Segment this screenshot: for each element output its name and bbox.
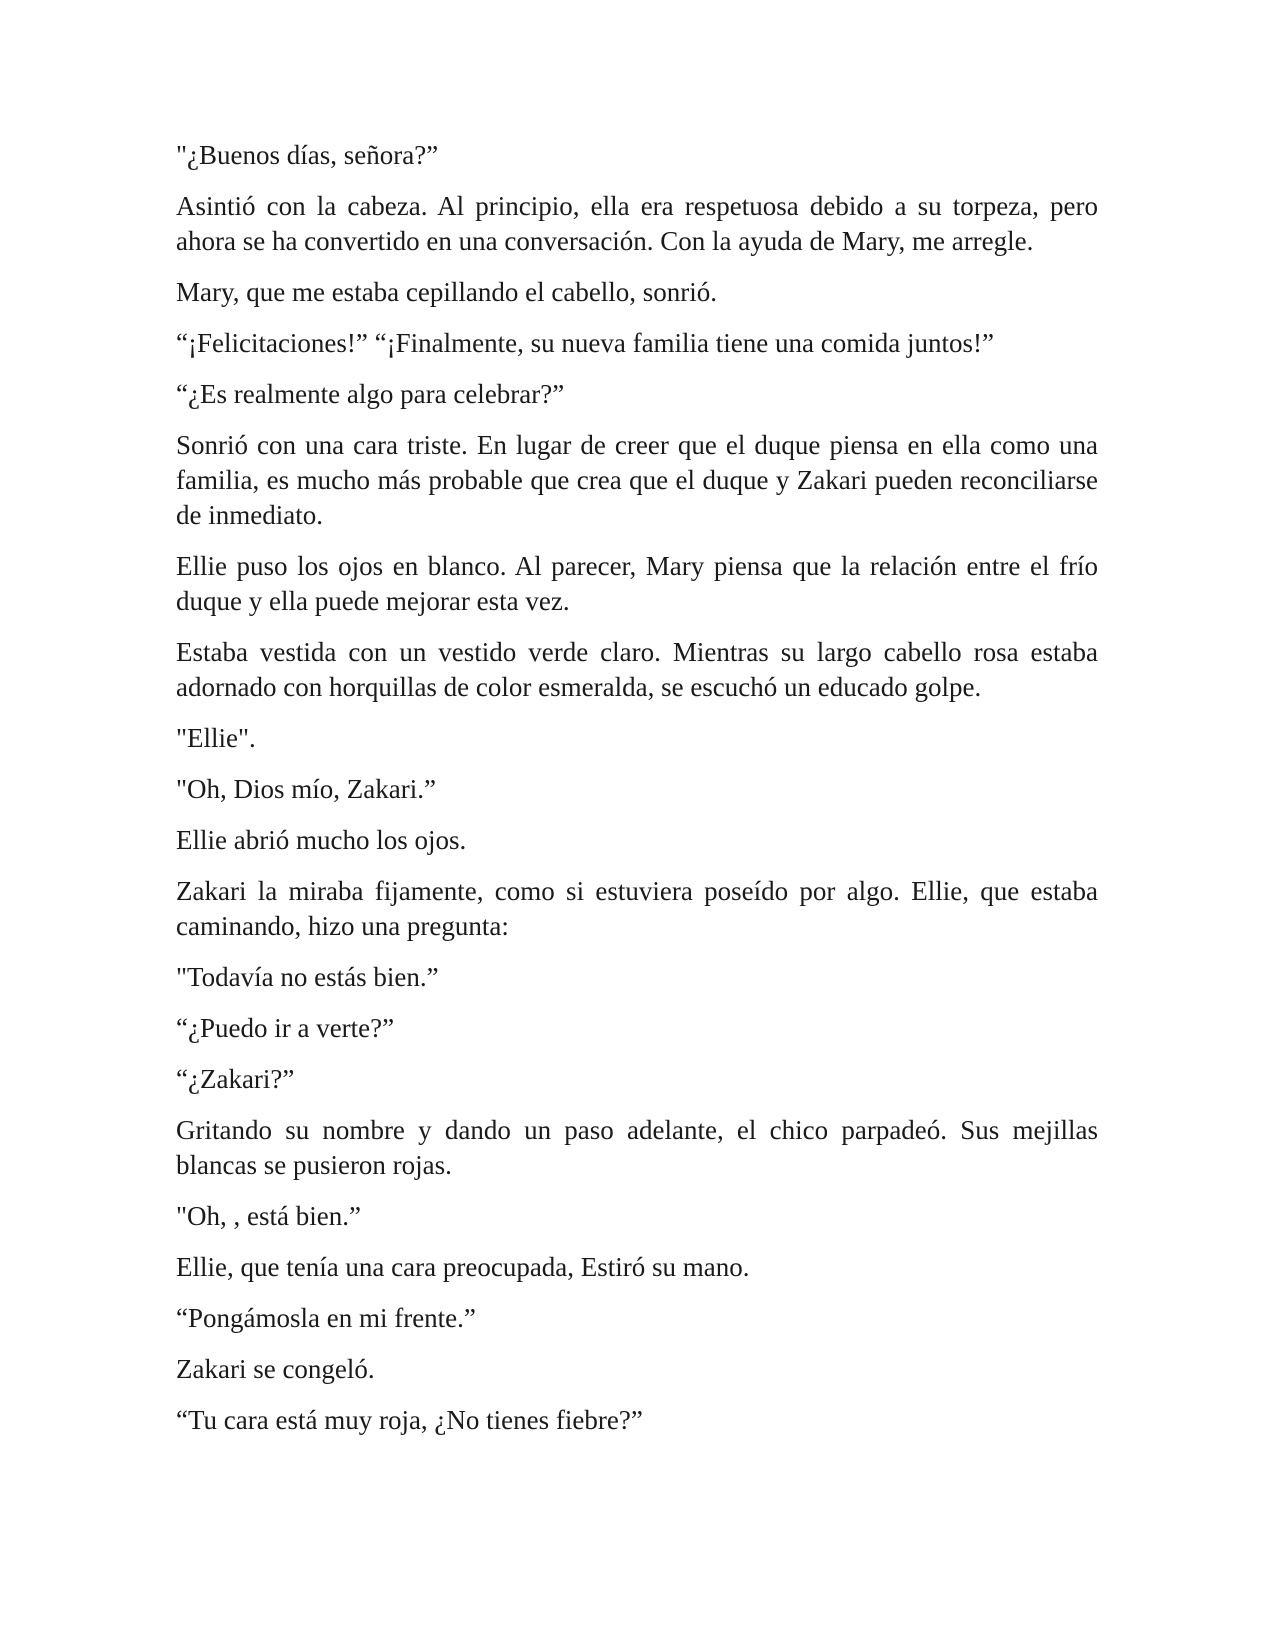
paragraph: “¡Felicitaciones!” “¡Finalmente, su nueva familia tiene una comida juntos!” [176,328,994,358]
paragraph: Zakari la miraba fijamente, como si estuviera poseído por algo. Ellie, que estaba caminando, hizo una pregunta: [176,876,1098,941]
paragraph: Asintió con la cabeza. Al principio, ella era respetuosa debido a su torpeza, pero ahora se ha convertido en una conversación. Con la ayuda de Mary, me arregle. [176,191,1098,256]
paragraph: “¿Es realmente algo para celebrar?” [176,379,565,409]
paragraph: Gritando su nombre y dando un paso adelante, el chico parpadeó. Sus mejillas blancas se pusieron rojas. [176,1115,1098,1180]
paragraph: “¿Puedo ir a verte?” [176,1013,395,1043]
paragraph: "Ellie". [176,723,256,753]
paragraph: Mary, que me estaba cepillando el cabello, sonrió. [176,277,718,307]
paragraph: Ellie abrió mucho los ojos. [176,825,467,855]
document-page [176,138,1098,1454]
paragraph: “Pongámosla en mi frente.” [176,1303,476,1333]
paragraph: "Oh, Dios mío, Zakari.” [176,774,436,804]
paragraph: "Oh, , está bien.” [176,1201,361,1231]
paragraph: “Tu cara está muy roja, ¿No tienes fiebre?” [176,1405,643,1435]
paragraph: Sonrió con una cara triste. En lugar de creer que el duque piensa en ella como una familia, es mucho más probable que crea que el duque y Zakari pueden reconciliarse de inmediato. [176,430,1098,530]
paragraph: Ellie, que tenía una cara preocupada, Estiró su mano. [176,1252,750,1282]
paragraph: “¿Zakari?” [176,1064,295,1094]
paragraph: "Todavía no estás bien.” [176,962,439,992]
paragraph: Ellie puso los ojos en blanco. Al parecer, Mary piensa que la relación entre el frío duque y ella puede mejorar esta vez. [176,551,1098,616]
paragraph: "¿Buenos días, señora?” [176,140,439,170]
paragraph: Estaba vestida con un vestido verde claro. Mientras su largo cabello rosa estaba adornado con horquillas de color esmeralda, se escuchó un educado golpe. [176,637,1098,702]
paragraph: Zakari se congeló. [176,1354,375,1384]
